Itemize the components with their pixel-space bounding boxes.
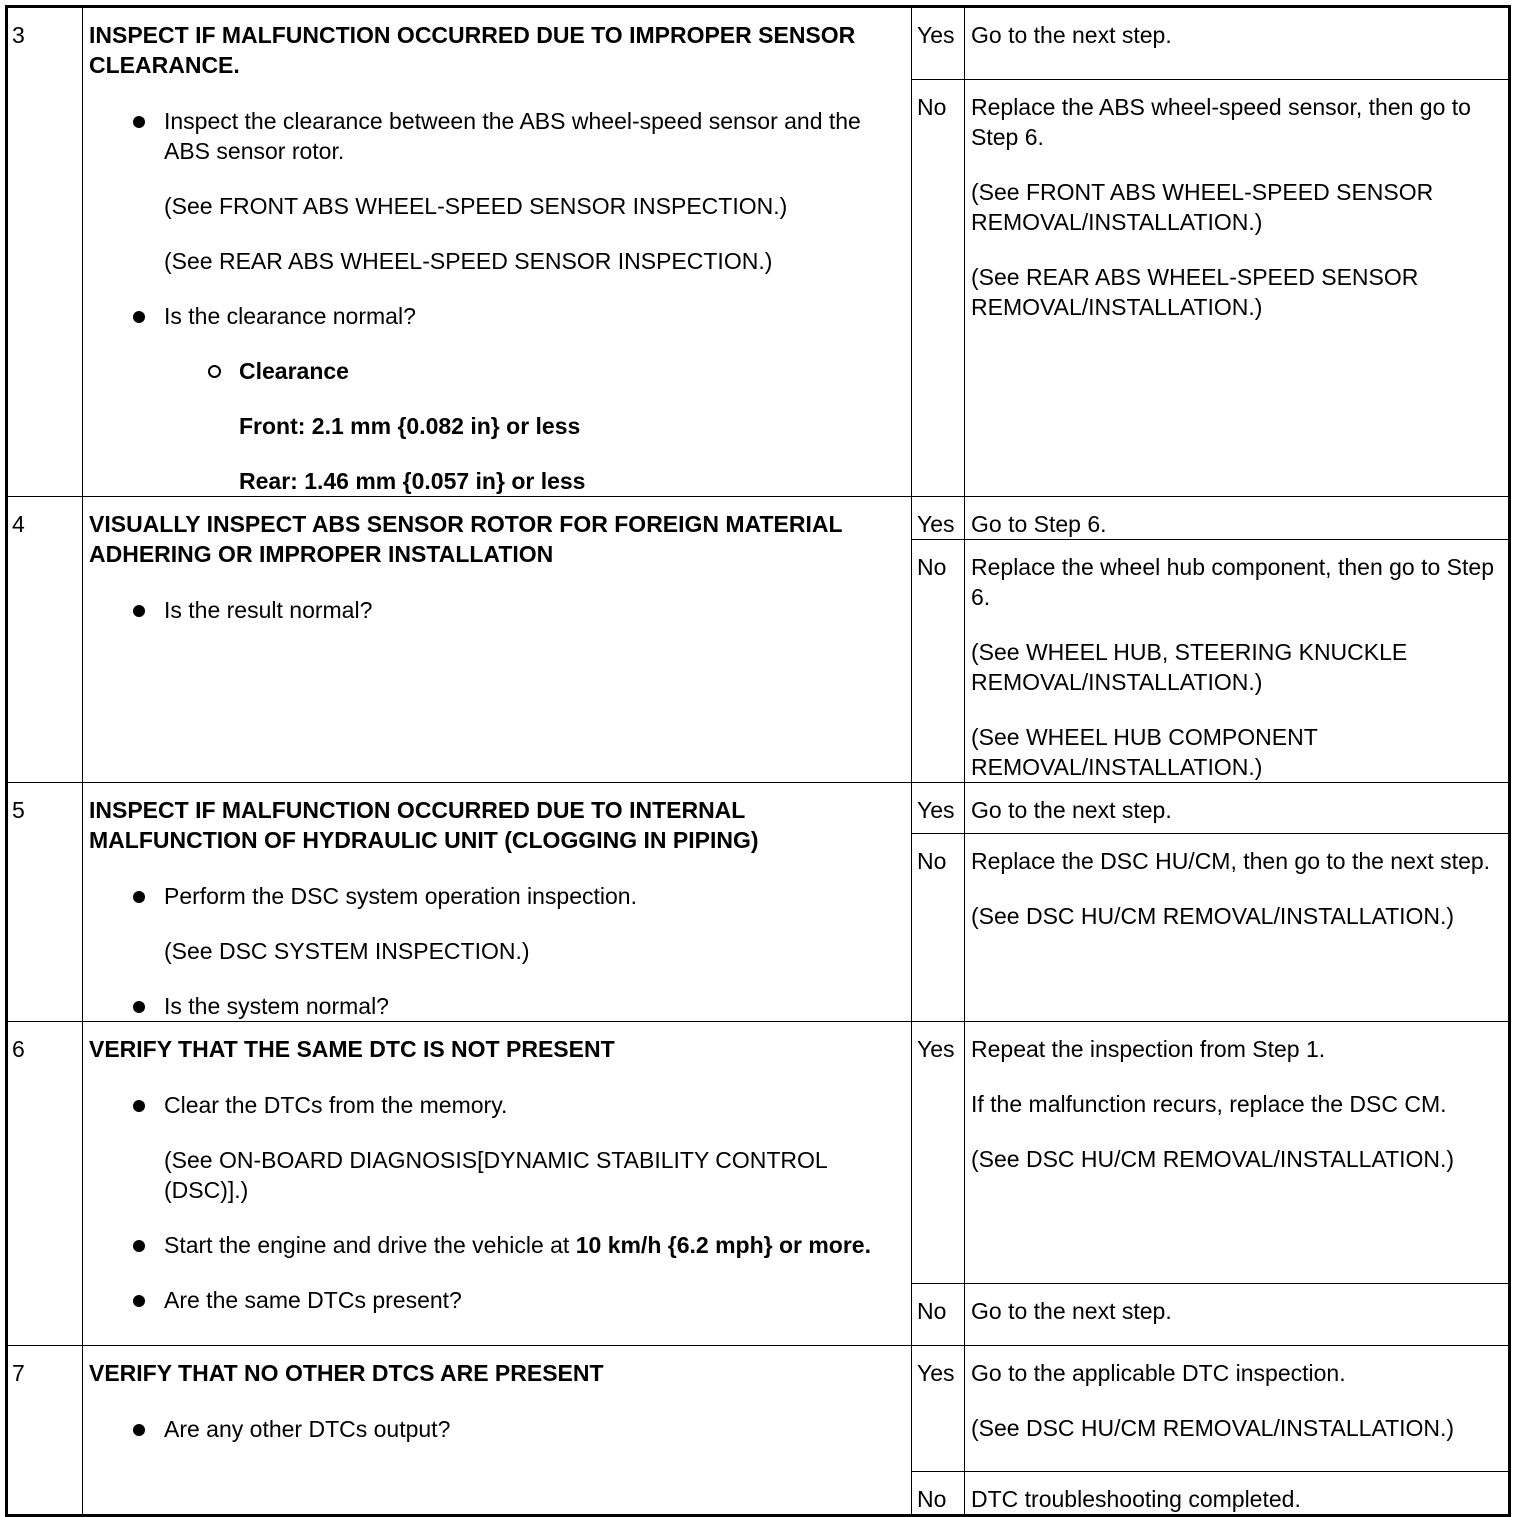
inspection-cell — [83, 7, 912, 497]
troubleshooting-table — [5, 5, 1511, 1517]
action-text: Go to the applicable DTC inspection. — [971, 1360, 1346, 1386]
reference-note: (See FRONT ABS WHEEL-SPEED SENSOR REMOVAL/INSTALLATION.) — [971, 179, 1434, 236]
action-text: Replace the wheel hub component, then go to Step 6. — [971, 554, 1494, 610]
inspection-question: Is the clearance normal? — [164, 301, 891, 331]
step-7-yes-row — [7, 1346, 1510, 1472]
drive-instruction: Start the engine and drive the vehicle at — [164, 1232, 576, 1258]
inspection-item: Clear the DTCs from the memory. — [164, 1090, 891, 1120]
action-yes — [965, 7, 1510, 80]
action-text: Replace the DSC HU/CM, then go to the next step. — [971, 847, 1491, 874]
action-no — [965, 1472, 1510, 1516]
result-no: No — [912, 80, 965, 497]
inspection-question: Is the system normal? — [164, 991, 891, 1021]
spec-label: Clearance — [239, 356, 891, 386]
spec-front: Front: 2.1 mm {0.082 in} or less — [239, 413, 581, 439]
reference-note: (See DSC HU/CM REMOVAL/INSTALLATION.) — [971, 902, 1455, 929]
result-no: No — [912, 540, 965, 783]
step-title: VISUALLY INSPECT ABS SENSOR ROTOR FOR FOREIGN MATERIAL ADHERING OR IMPROPER INSTALLATION — [89, 511, 843, 567]
step-title: VERIFY THAT THE SAME DTC IS NOT PRESENT — [89, 1036, 615, 1062]
inspection-item: Inspect the clearance between the ABS wheel-speed sensor and the ABS sensor rotor. — [164, 106, 891, 166]
step-5-yes-row — [7, 783, 1510, 834]
step-number: 7 — [7, 1346, 83, 1516]
inspection-cell — [83, 1022, 912, 1346]
spec-rear: Rear: 1.46 mm {0.057 in} or less — [239, 468, 586, 494]
action-no — [965, 1284, 1510, 1346]
inspection-question: Are the same DTCs present? — [164, 1285, 891, 1315]
action-text: Replace the ABS wheel-speed sensor, then go to Step 6. — [971, 94, 1471, 151]
reference-note: (See ON-BOARD DIAGNOSIS[DYNAMIC STABILITY CONTROL (DSC)].) — [164, 1147, 827, 1203]
inspection-list — [89, 595, 891, 625]
action-text: Go to the next step. — [971, 1298, 1172, 1324]
inspection-item: Perform the DSC system operation inspection. — [164, 881, 891, 911]
inspection-cell — [83, 497, 912, 783]
action-text: DTC troubleshooting completed. — [971, 1486, 1301, 1512]
action-yes — [965, 783, 1510, 834]
inspection-question: Are any other DTCs output? — [164, 1414, 891, 1444]
step-4-yes-row — [7, 497, 1510, 540]
inspection-cell — [83, 783, 912, 1022]
inspection-list — [89, 881, 891, 1021]
reference-note: (See WHEEL HUB COMPONENT REMOVAL/INSTALLATION.) — [971, 724, 1318, 780]
inspection-cell — [83, 1346, 912, 1516]
result-no: No — [912, 833, 965, 1021]
step-3-yes-row — [7, 7, 1510, 80]
action-text: Repeat the inspection from Step 1. — [971, 1036, 1326, 1062]
action-text: Go to the next step. — [971, 22, 1172, 48]
reference-note: (See DSC HU/CM REMOVAL/INSTALLATION.) — [971, 1415, 1455, 1441]
step-number: 6 — [7, 1022, 83, 1346]
reference-note: (See DSC HU/CM REMOVAL/INSTALLATION.) — [971, 1146, 1455, 1172]
result-yes: Yes — [912, 1346, 965, 1472]
reference-note: (See FRONT ABS WHEEL-SPEED SENSOR INSPECTION.) — [164, 193, 788, 219]
reference-note: (See REAR ABS WHEEL-SPEED SENSOR REMOVAL/INSTALLATION.) — [971, 264, 1419, 321]
reference-note: (See REAR ABS WHEEL-SPEED SENSOR INSPECTION.) — [164, 248, 773, 274]
action-text: Go to the next step. — [971, 797, 1172, 823]
step-title: VERIFY THAT NO OTHER DTCS ARE PRESENT — [89, 1360, 604, 1386]
step-number: 4 — [7, 497, 83, 783]
reference-note: (See DSC SYSTEM INSPECTION.) — [164, 938, 530, 964]
result-yes: Yes — [912, 783, 965, 834]
result-no: No — [912, 1472, 965, 1516]
result-no: No — [912, 1284, 965, 1346]
result-yes: Yes — [912, 7, 965, 80]
inspection-list — [89, 106, 891, 331]
step-number: 3 — [7, 7, 83, 497]
action-no — [965, 80, 1510, 497]
step-6-yes-row — [7, 1022, 1510, 1284]
result-yes: Yes — [912, 497, 965, 540]
reference-note: (See WHEEL HUB, STEERING KNUCKLE REMOVAL/INSTALLATION.) — [971, 639, 1408, 695]
drive-speed-spec: 10 km/h {6.2 mph} or more. — [575, 1232, 871, 1258]
action-text: If the malfunction recurs, replace the DSC CM. — [971, 1091, 1447, 1117]
action-no — [965, 833, 1510, 1021]
action-yes — [965, 497, 1510, 540]
action-no — [965, 540, 1510, 783]
action-yes — [965, 1346, 1510, 1472]
inspection-list — [89, 1090, 891, 1315]
inspection-question: Is the result normal? — [164, 595, 891, 625]
specification-list — [89, 356, 891, 496]
inspection-list — [89, 1414, 891, 1444]
step-title: INSPECT IF MALFUNCTION OCCURRED DUE TO IMPROPER SENSOR CLEARANCE. — [89, 22, 856, 78]
action-yes — [965, 1022, 1510, 1284]
inspection-item — [164, 1230, 891, 1260]
action-text: Go to Step 6. — [971, 511, 1107, 537]
result-yes: Yes — [912, 1022, 965, 1284]
step-title: INSPECT IF MALFUNCTION OCCURRED DUE TO INTERNAL MALFUNCTION OF HYDRAULIC UNIT (CLOGGING IN PIPING) — [89, 797, 759, 853]
step-number: 5 — [7, 783, 83, 1022]
